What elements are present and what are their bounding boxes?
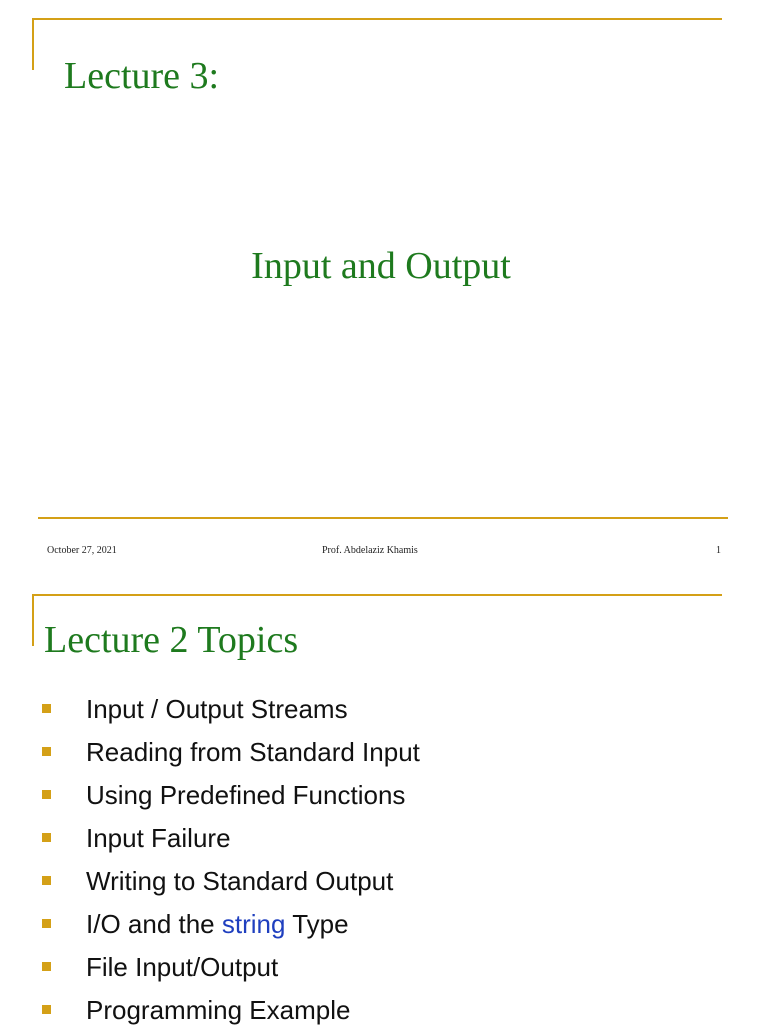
- slide-2: [0, 580, 768, 1024]
- footer-author: Prof. Abdelaziz Khamis: [322, 545, 418, 556]
- bullet-text: Writing to Standard Output: [86, 866, 394, 896]
- slide-1-title: Lecture 3:: [64, 55, 220, 97]
- bullet-text: Using Predefined Functions: [86, 780, 406, 810]
- string-keyword: string: [221, 909, 286, 939]
- slide-2-title: Lecture 2 Topics: [44, 619, 299, 661]
- footer-date: October 27, 2021: [47, 545, 117, 556]
- bullet-text-pre: I/O and the: [86, 909, 222, 939]
- bullet-text: Input / Output Streams: [86, 694, 348, 724]
- slide-2-top-rule: [32, 594, 722, 596]
- square-bullet-icon: [42, 876, 51, 885]
- footer-page-number: 1: [716, 545, 721, 556]
- bullet-text: Input Failure: [86, 823, 231, 853]
- slide-2-left-rule: [32, 594, 34, 646]
- slide-1-footer-rule: [38, 517, 728, 519]
- square-bullet-icon: [42, 962, 51, 971]
- square-bullet-icon: [42, 747, 51, 756]
- bullet-text: Programming Example: [86, 995, 351, 1025]
- square-bullet-icon: [42, 919, 51, 928]
- slide-1-subtitle: Input and Output: [251, 245, 511, 287]
- slide-1-top-rule: [32, 18, 722, 20]
- bullet-text-post: Type: [285, 909, 349, 939]
- bullet-text: File Input/Output: [86, 952, 279, 982]
- square-bullet-icon: [42, 1005, 51, 1014]
- bullet-text: Reading from Standard Input: [86, 737, 420, 767]
- square-bullet-icon: [42, 833, 51, 842]
- slide-1-left-rule: [32, 18, 34, 70]
- square-bullet-icon: [42, 704, 51, 713]
- square-bullet-icon: [42, 790, 51, 799]
- bullet-text: [86, 907, 349, 941]
